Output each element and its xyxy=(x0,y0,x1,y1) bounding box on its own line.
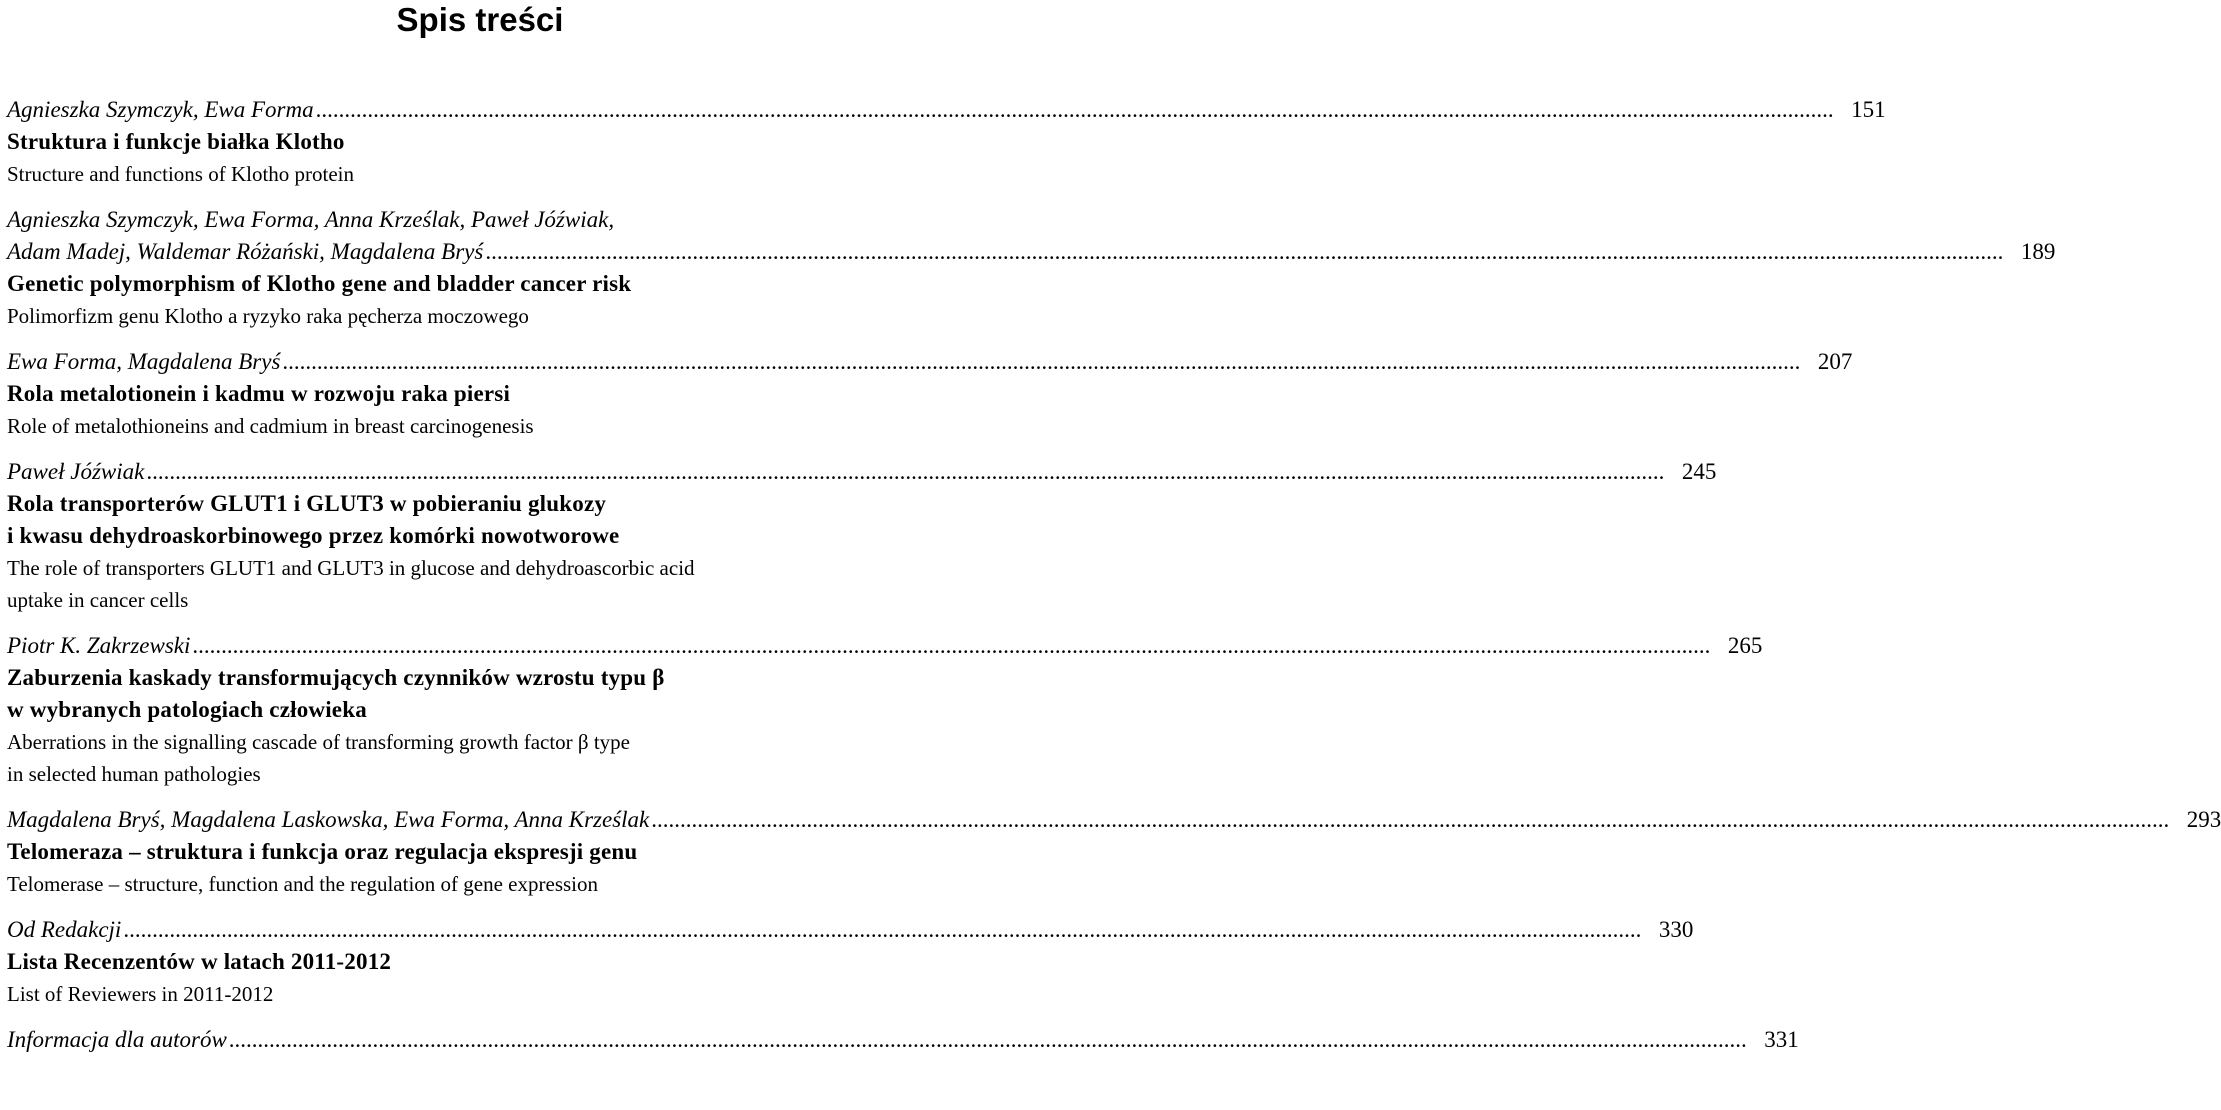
entry-title: Rola metalotionein i kadmu w rozwoju raka piersi xyxy=(7,381,511,406)
entry-subtitle: Structure and functions of Klotho protein xyxy=(7,162,355,186)
entry-subtitle: The role of transporters GLUT1 and GLUT3 in glucose and dehydroascorbic acid xyxy=(7,556,695,580)
entry-authors: Agnieszka Szymczyk, Ewa Forma xyxy=(7,97,314,122)
entry-leader-row xyxy=(7,804,2221,836)
entry-leader-row xyxy=(7,630,1763,662)
leader-dots: ........................................................................................................................................................................................................................................................................ xyxy=(123,917,1642,942)
entry-authors: Adam Madej, Waldemar Różański, Magdalena Bryś xyxy=(7,239,484,264)
entry-authors: Od Redakcji xyxy=(7,917,122,942)
entry-title: i kwasu dehydroaskorbinowego przez komórki nowotworowe xyxy=(7,523,620,548)
entry-authors: Paweł Jóźwiak xyxy=(7,459,145,484)
entry-subtitle: in selected human pathologies xyxy=(7,762,261,786)
table-of-contents xyxy=(7,94,2221,1056)
leader-dots: ........................................................................................................................................................................................................................................................................ xyxy=(651,807,2170,832)
page-number: 331 xyxy=(1764,1027,1799,1052)
entry-subtitle: Role of metalothioneins and cadmium in breast carcinogenesis xyxy=(7,414,534,438)
toc-entry[interactable] xyxy=(7,630,1763,790)
entry-subtitle: List of Reviewers in 2011-2012 xyxy=(7,982,274,1006)
page-number: 265 xyxy=(1727,633,1763,658)
page-number: 293 xyxy=(2186,807,2221,832)
toc-entry[interactable] xyxy=(7,204,2056,332)
entry-title: Genetic polymorphism of Klotho gene and bladder cancer risk xyxy=(7,271,632,296)
toc-entry[interactable] xyxy=(7,346,1853,442)
entry-leader-row xyxy=(7,236,2056,268)
leader-dots: ........................................................................................................................................................................................................................................................................ xyxy=(315,97,1834,122)
entry-subtitle: Aberrations in the signalling cascade of transforming growth factor β type xyxy=(7,730,630,754)
entry-title: Struktura i funkcje białka Klotho xyxy=(7,129,345,154)
leader-dots: ........................................................................................................................................................................................................................................................................ xyxy=(228,1027,1747,1052)
entry-leader-row xyxy=(7,94,1886,126)
toc-entry[interactable] xyxy=(7,1024,1799,1056)
toc-entry[interactable] xyxy=(7,456,1717,616)
entry-authors: Informacja dla autorów xyxy=(7,1027,227,1052)
leader-dots: ........................................................................................................................................................................................................................................................................ xyxy=(192,633,1711,658)
entry-authors: Piotr K. Zakrzewski xyxy=(7,633,191,658)
entry-title: Telomeraza – struktura i funkcja oraz regulacja ekspresji genu xyxy=(7,839,638,864)
leader-dots: ........................................................................................................................................................................................................................................................................ xyxy=(485,239,2004,264)
page-title: Spis treści xyxy=(396,1,564,38)
entry-leader-row xyxy=(7,1024,1799,1056)
leader-dots: ........................................................................................................................................................................................................................................................................ xyxy=(282,349,1801,374)
toc-entry[interactable] xyxy=(7,804,2221,900)
page-number: 189 xyxy=(2020,239,2056,264)
entry-leader-row xyxy=(7,346,1853,378)
entry-title: Rola transporterów GLUT1 i GLUT3 w pobieraniu glukozy xyxy=(7,491,607,516)
page-number: 151 xyxy=(1851,97,1886,122)
entry-subtitle: Polimorfizm genu Klotho a ryzyko raka pęcherza moczowego xyxy=(7,304,529,328)
entry-title: Lista Recenzentów w latach 2011-2012 xyxy=(7,949,392,974)
entry-subtitle: Telomerase – structure, function and the regulation of gene expression xyxy=(7,872,598,896)
entry-subtitle: uptake in cancer cells xyxy=(7,588,189,612)
toc-entry[interactable] xyxy=(7,914,1694,1010)
toc-entry[interactable] xyxy=(7,94,1886,190)
entry-authors: Agnieszka Szymczyk, Ewa Forma, Anna Krześlak, Paweł Jóźwiak, xyxy=(7,207,615,232)
entry-leader-row xyxy=(7,914,1694,946)
leader-dots: ........................................................................................................................................................................................................................................................................ xyxy=(146,459,1665,484)
entry-title: Zaburzenia kaskady transformujących czynników wzrostu typu β xyxy=(7,665,665,690)
page-number: 245 xyxy=(1681,459,1717,484)
entry-leader-row xyxy=(7,456,1717,488)
entry-authors: Magdalena Bryś, Magdalena Laskowska, Ewa Forma, Anna Krześlak xyxy=(7,807,650,832)
page-number: 207 xyxy=(1817,349,1853,374)
entry-authors: Ewa Forma, Magdalena Bryś xyxy=(7,349,281,374)
entry-title: w wybranych patologiach człowieka xyxy=(7,697,367,722)
page-number: 330 xyxy=(1658,917,1694,942)
